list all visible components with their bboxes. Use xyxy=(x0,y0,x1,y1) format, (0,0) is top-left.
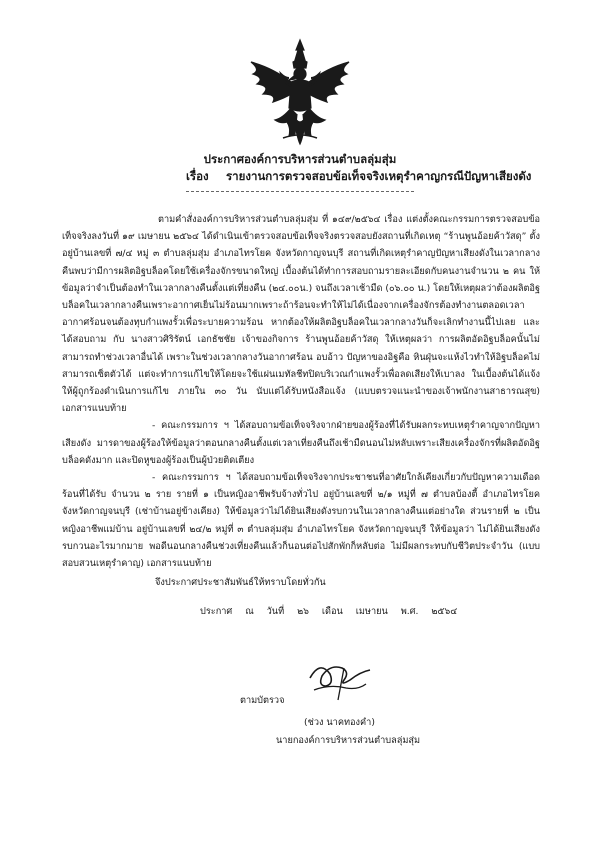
signer-position: นายกองค์การบริหารส่วนตำบลลุ่มสุ่ม xyxy=(276,735,421,746)
date-month: เมษายน xyxy=(355,606,388,617)
date-at: ณ xyxy=(245,606,254,617)
body-text xyxy=(62,211,540,572)
date-day-label: วันที่ xyxy=(266,606,285,617)
closing-statement: จึงประกาศประชาสัมพันธ์ให้ทราบโดยทั่วกัน xyxy=(155,577,326,588)
date-line xyxy=(200,603,467,620)
date-year: ๒๕๖๔ xyxy=(431,606,458,617)
signer-name: (ช่วง นาคทองคำ) xyxy=(304,717,375,728)
subject-text: รายงานการตรวจสอบข้อเท็จจริงเหตุรำคาญกรณีปัญหาเสียงดัง xyxy=(226,169,532,183)
date-prefix: ประกาศ xyxy=(200,606,233,617)
announcement-title: ประกาศองค์การบริหารส่วนตำบลลุ่มสุ่ม xyxy=(203,152,397,166)
date-year-label: พ.ศ. xyxy=(400,606,419,617)
handwritten-signature xyxy=(300,650,380,710)
approval-note: ตามบัตรวจ xyxy=(240,695,285,706)
paragraph-3: - คณะกรรมการ ฯ ได้สอบถามข้อเท็จจริงจากประชาชนที่อาศัยใกล้เคียงเกี่ยวกับปัญหาความเดือดร้อนที่ได้รับ จำนวน ๒ ราย รายที่ ๑ เป็นหญิงอาชีพรับจ้างทั่วไป อยู่บ้านเลขที่ ๒/๑ หมู่ที่ ๗ ตำบลบ้องตี้ อำเภอไทรโยค จังหวัดกาญจนบุรี (เช่าบ้านอยู่ข้างเคียง) ให้ข้อมูลว่าไม่ได้ยินเสียงดังรบกวนในเวลากลางคืนแต่อย่างใด ส่วนรายที่ ๒ เป็นหญิงอาชีพแม่บ้าน อยู่บ้านเลขที่ ๒๔/๒ หมู่ที่ ๓ ตำบลลุ่มสุ่ม อำเภอไทรโยค จังหวัดกาญจนบุรี ให้ข้อมูลว่า ไม่ได้ยินเสียงดังรบกวนอะไรมากมาย พอดีนอนกลางคืนช่วงเที่ยงคืนแล้วก็นอนต่อไปสักพักก็หลับต่อ ไม่มีผลกระทบกับชีวิตประจำวัน (แบบสอบสวนเหตุรำคาญ) เอกสารแนบท้าย xyxy=(62,472,540,570)
subject-label: เรื่อง xyxy=(186,169,209,183)
garuda-emblem-icon xyxy=(243,38,357,146)
subject-line xyxy=(186,167,531,185)
paragraph-2: - คณะกรรมการ ฯ ได้สอบถามข้อเท็จจริงจากฝ่ายของผู้ร้องที่ได้รับผลกระทบเหตุรำคาญจากปัญหาเสียงดัง มารดาของผู้ร้องให้ข้อมูลว่าตอนกลางคืนตั้งแต่เวลาเที่ยงคืนถึงเช้ามืดนอนไม่หลับเพราะเสียงเครื่องจักรที่ผลิตอัดอิฐบล็อคดังมาก และปิดหูของผู้ร้องเป็นผู้ป่วยติดเตียง xyxy=(62,420,540,466)
paragraph-1: ตามคำสั่งองค์การบริหารส่วนตำบลลุ่มสุ่ม ที่ ๑๔๙/๒๕๖๔ เรื่อง แต่งตั้งคณะกรรมการตรวจสอบข้อเท็จจริงลงวันที่ ๑๙ เมษายน ๒๕๖๔ ได้ดำเนินเข้าตรวจสอบข้อเท็จจริงตรวจสอบยังสถานที่เกิดเหตุ “ร้านพูนอ้อยค้าวัสดุ” ตั้งอยู่บ้านเลขที่ ๗/๔ หมู่ ๓ ตำบลลุ่มสุ่ม อำเภอไทรโยค จังหวัดกาญจนบุรี สถานที่เกิดเหตุรำคาญปัญหาเสียงดังในเวลากลางคืนพบว่ามีการผลิตอิฐบล็อคโดยใช้เครื่องจักรขนาดใหญ่ เบื้องต้นได้ทำการสอบถามรายละเอียดกับคนงานจำนวน ๒ คน ให้ข้อมูลว่าจำเป็นต้องทำในเวลากลางคืนตั้งแต่เที่ยงคืน (๒๔.๐๐น.) จนถึงเวลาเช้ามืด (๐๖.๐๐ น.) โดยให้เหตุผลว่าต้องผลิตอิฐบล็อคในเวลากลางคืนเพราะอากาศเย็นไม่ร้อนมากเพราะถ้าร้อนจะทำให้ไม่ได้เนื่องจากเครื่องจักรต้องทำงานตลอดเวลาอากาศร้อนจนต้องทุบกำแพงรั้วเพื่อระบายความร้อน หากต้องให้ผลิตอิฐบล็อคในเวลากลางวันก็จะเลิกทำงานนี้ไปเลย และได้สอบถาม กับ นางสาวศิริรัตน์ เอกธัชชัย เจ้าของกิจการ ร้านพูนอ้อยค้าวัสดุ ให้เหตุผลว่า การผลิตอัดอิฐบล็อคนั้นไม่สามารถทำช่วงเวลาอื่นได้ เพราะในช่วงเวลากลางวันอากาศร้อน อบอ้าว ปัญหาของอิฐคือ หินฝุ่นจะแห้งไวทำให้อิฐบล็อคไม่สามารถเซ็ตตัวได้ แต่จะทำการแก้ไขให้โดยจะใช้แผ่นเมทัลชีทปิดบริเวณกำแพงรั้วเพื่อลดเสียงให้เบาลง ในเบื้องต้นได้แจ้งให้ผู้ถูกร้องดำเนินการแก้ไข ภายใน ๓๐ วัน นับแต่ได้รับหนังสือแจ้ง (แบบตรวจแนะนำของเจ้าพนักงานสาธารณสุข) เอกสารแนบท้าย xyxy=(62,214,541,415)
title-divider xyxy=(186,191,414,192)
date-day: ๒๖ xyxy=(297,606,309,617)
date-month-label: เดือน xyxy=(321,606,343,617)
